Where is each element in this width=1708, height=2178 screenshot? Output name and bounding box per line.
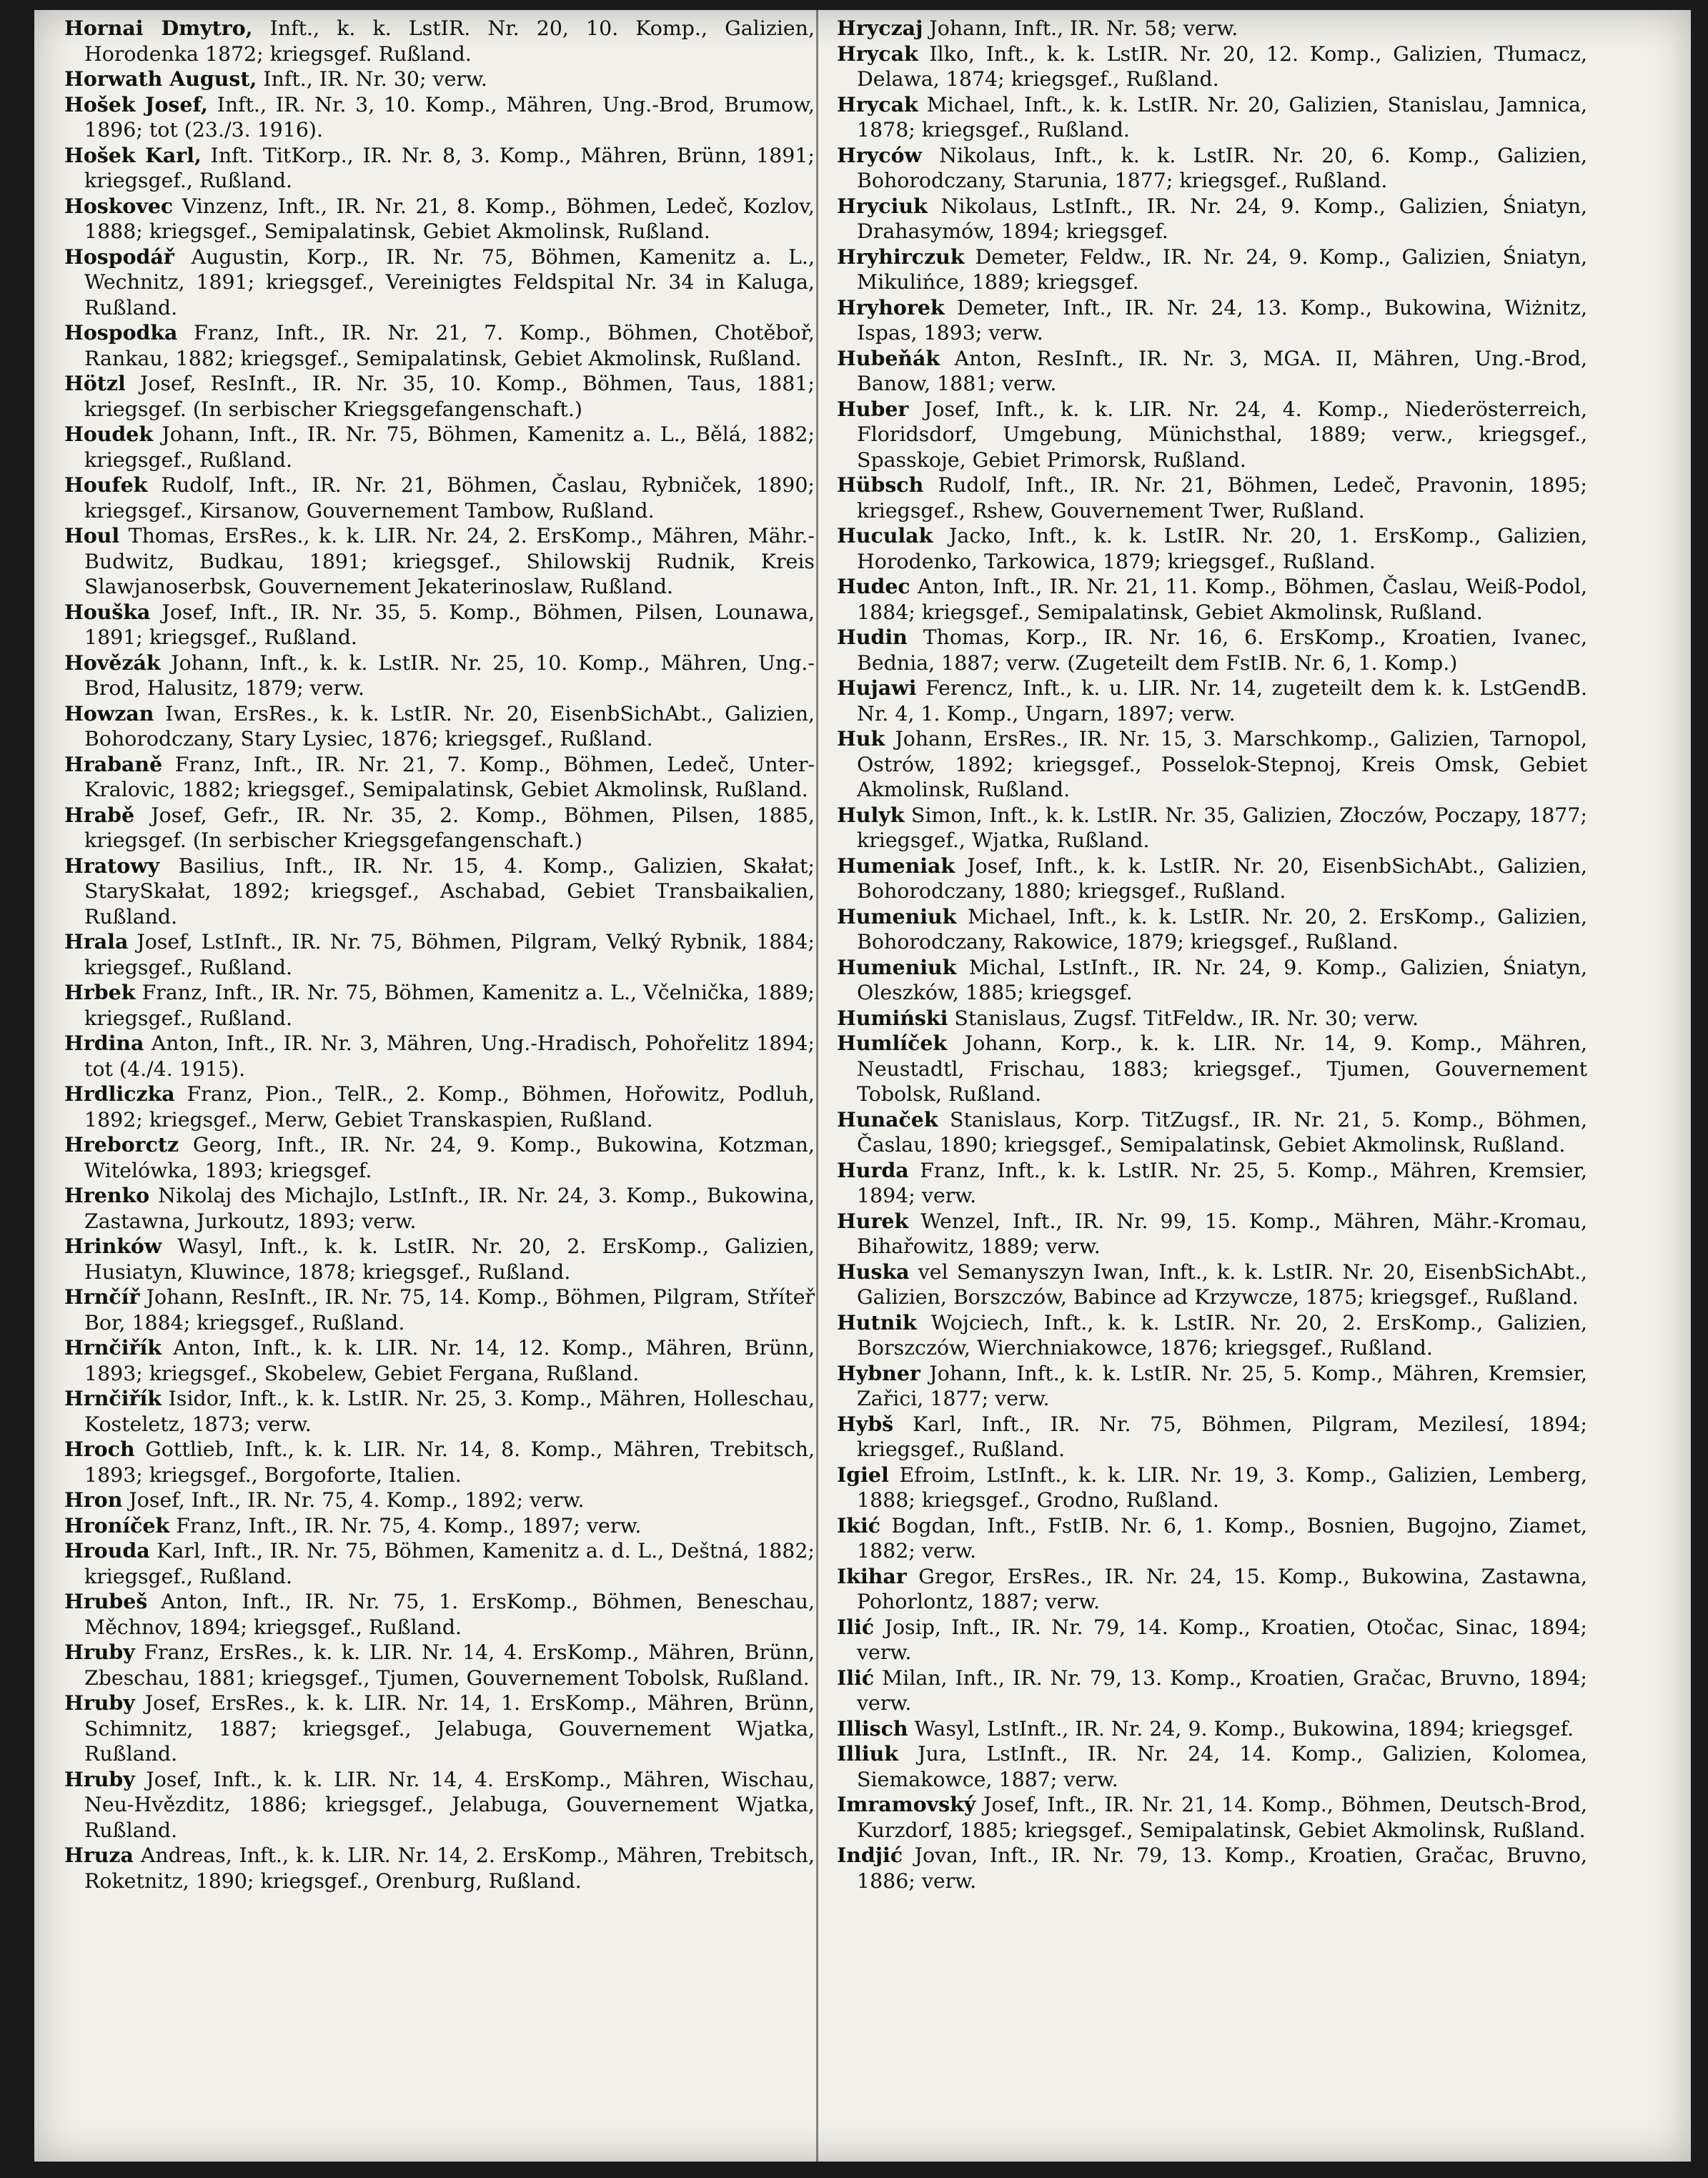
list-item	[837, 1310, 1587, 1361]
entry-surname: Humeniuk	[837, 954, 957, 979]
entry-details: Inft. TitKorp., IR. Nr. 8, 3. Komp., Mähren, Brünn, 1891; kriegsgef., Rußland.	[84, 143, 815, 192]
entry-surname: Humiński	[837, 1005, 948, 1030]
list-item	[837, 92, 1587, 143]
entry-details: Wojciech, Inft., k. k. LstIR. Nr. 20, 2. ErsKomp., Galizien, Borszczów, Wierchniakowce, 1876; kriegsgef., Rußland.	[857, 1310, 1587, 1360]
entry-details: Josef, Inft., IR. Nr. 35, 5. Komp., Böhmen, Pilsen, Lounawa, 1891; kriegsgef., Rußland.	[84, 600, 815, 649]
entry-details: Nikolaus, LstInft., IR. Nr. 24, 9. Komp., Galizien, Śniatyn, Drahasymów, 1894; kriegsgef.	[857, 194, 1587, 243]
entry-surname: Hrbek	[64, 980, 136, 1004]
list-item	[64, 929, 815, 980]
entry-details: Nikolaj des Michajlo, LstInft., IR. Nr. 24, 3. Komp., Bukowina, Zastawna, Jurkoutz, 1893; verw.	[84, 1184, 815, 1233]
entry-surname: Hübsch	[837, 472, 924, 497]
entry-surname: Ikić	[837, 1513, 881, 1538]
entry-details: Johann, Inft., k. k. LstIR. Nr. 25, 10. Komp., Mähren, Ung.-Brod, Halusitz, 1879; verw.	[84, 650, 815, 700]
entry-surname: Houdek	[64, 422, 153, 446]
entry-surname: Hreborctz	[64, 1132, 179, 1157]
list-item	[64, 853, 815, 930]
entry-details: Josef, Gefr., IR. Nr. 35, 2. Komp., Böhmen, Pilsen, 1885, kriegsgef. (In serbischer Kriegsgefangenschaft.)	[84, 803, 815, 852]
entry-surname: Hrdina	[64, 1031, 144, 1055]
entry-details: Wenzel, Inft., IR. Nr. 99, 15. Komp., Mähren, Mähr.-Kromau, Bihařowitz, 1889; verw.	[857, 1209, 1587, 1258]
entry-surname: Ilić	[837, 1614, 875, 1639]
list-item	[837, 1716, 1587, 1742]
entry-surname: Hunaček	[837, 1107, 938, 1132]
entry-surname: Hron	[64, 1488, 123, 1512]
entry-surname: Hubeňák	[837, 345, 940, 370]
entry-details: Jura, LstInft., IR. Nr. 24, 14. Komp., Galizien, Kolomea, Siemakowce, 1887; verw.	[857, 1742, 1587, 1791]
list-item	[64, 143, 815, 194]
entry-surname: Illisch	[837, 1716, 908, 1741]
entry-details: Augustin, Korp., IR. Nr. 75, Böhmen, Kamenitz a. L., Wechnitz, 1891; kriegsgef., Vereinigtes Feldspital Nr. 34 in Kaluga, Rußland.	[84, 244, 815, 320]
list-item	[837, 1792, 1587, 1843]
entry-surname: Humeniak	[837, 853, 955, 878]
entry-details: Isidor, Inft., k. k. LstIR. Nr. 25, 3. Komp., Mähren, Holleschau, Kosteletz, 1873; verw.	[84, 1387, 815, 1436]
list-item	[837, 1158, 1587, 1209]
entry-surname: Hoskovec	[64, 193, 174, 218]
list-item	[64, 1767, 815, 1843]
entry-surname: Hrycak	[837, 41, 918, 66]
list-item	[837, 726, 1587, 803]
list-item	[64, 1691, 815, 1767]
entry-surname: Hurek	[837, 1208, 909, 1233]
document-page	[34, 10, 1691, 2162]
list-item	[64, 320, 815, 371]
entry-details: Gottlieb, Inft., k. k. LIR. Nr. 14, 8. Komp., Mähren, Trebitsch, 1893; kriegsgef., Borgoforte, Italien.	[84, 1437, 815, 1487]
left-column	[64, 16, 815, 1894]
entry-surname: Ilić	[837, 1665, 875, 1690]
list-item	[64, 92, 815, 143]
entry-details: Anton, ResInft., IR. Nr. 3, MGA. II, Mähren, Ung.-Brod, Banow, 1881; verw.	[857, 346, 1587, 395]
entry-details: Franz, ErsRes., k. k. LIR. Nr. 14, 4. ErsKomp., Mähren, Brünn, Zbeschau, 1881; kriegsgef., Tjumen, Gouvernement Tobolsk, Rußland.	[84, 1640, 815, 1690]
entry-surname: Hrabaně	[64, 751, 163, 776]
entry-details: Jacko, Inft., k. k. LstIR. Nr. 20, 1. ErsKomp., Galizien, Horodenko, Tarkowica, 1879; kriegsgef., Rußland.	[857, 524, 1587, 573]
list-item	[64, 244, 815, 321]
entry-details: Andreas, Inft., k. k. LIR. Nr. 14, 2. ErsKomp., Mähren, Trebitsch, Roketnitz, 1890; kriegsgef., Orenburg, Rußland.	[84, 1843, 815, 1893]
list-item	[837, 625, 1587, 675]
list-item	[837, 574, 1587, 625]
list-item	[64, 1081, 815, 1132]
entry-surname: Hroníček	[64, 1513, 170, 1538]
list-item	[64, 1234, 815, 1284]
entry-surname: Hornai Dmytro,	[64, 16, 253, 40]
list-item	[837, 1513, 1587, 1564]
list-item	[837, 1259, 1587, 1310]
entry-details: Anton, Inft., IR. Nr. 75, 1. ErsKomp., Böhmen, Beneschau, Měchnov, 1894; kriegsgef., Rußland.	[84, 1590, 815, 1639]
entry-surname: Ikihar	[837, 1563, 907, 1588]
list-item	[837, 1006, 1587, 1031]
entry-details: Anton, Inft., k. k. LIR. Nr. 14, 12. Komp., Mähren, Brünn, 1893; kriegsgef., Skobelew, Gebiet Fergana, Rußland.	[84, 1336, 815, 1385]
entry-details: Michael, Inft., k. k. LstIR. Nr. 20, 2. ErsKomp., Galizien, Bohorodczany, Rakowice, 1879; kriegsgef., Rußland.	[857, 904, 1587, 954]
entry-surname: Hryciuk	[837, 193, 928, 218]
entry-surname: Hrycak	[837, 91, 918, 117]
entry-surname: Houška	[64, 599, 151, 624]
list-item	[64, 1513, 815, 1539]
entry-surname: Hruby	[64, 1640, 135, 1664]
entry-surname: Hybš	[837, 1411, 894, 1436]
list-item	[64, 1488, 815, 1513]
entry-details: Josef, ResInft., IR. Nr. 35, 10. Komp., Böhmen, Taus, 1881; kriegsgef. (In serbischer Kriegsgefangenschaft.)	[84, 372, 815, 421]
entry-surname: Hryhorek	[837, 294, 945, 320]
entry-details: Josef, ErsRes., k. k. LIR. Nr. 14, 1. ErsKomp., Mähren, Brünn, Schimnitz, 1887; kriegsgef., Jelabuga, Gouvernement Wjatka, Rußland.	[84, 1691, 815, 1766]
list-item	[64, 803, 815, 853]
list-item	[837, 1107, 1587, 1158]
entry-details: Milan, Inft., IR. Nr. 79, 13. Komp., Kroatien, Gračac, Bruvno, 1894; verw.	[857, 1665, 1587, 1715]
entry-details: Stanislaus, Korp. TitZugsf., IR. Nr. 21, 5. Komp., Böhmen, Časlau, 1890; kriegsgef., Semipalatinsk, Gebiet Akmolinsk, Rußland.	[857, 1107, 1587, 1157]
list-item	[837, 1741, 1587, 1792]
entry-surname: Hrabě	[64, 802, 135, 827]
list-item	[64, 701, 815, 752]
entry-details: Johann, Inft., IR. Nr. 75, Böhmen, Kamenitz a. L., Bělá, 1882; kriegsgef., Rußland.	[84, 422, 815, 472]
list-item	[64, 1589, 815, 1640]
entry-details: Anton, Inft., IR. Nr. 3, Mähren, Ung.-Hradisch, Pohořelitz 1894; tot (4./4. 1915).	[84, 1031, 815, 1081]
list-item	[64, 66, 815, 92]
list-item	[837, 1665, 1587, 1716]
list-item	[64, 1183, 815, 1234]
entry-details: vel Semanyszyn Iwan, Inft., k. k. LstIR. Nr. 20, EisenbSichAbt., Galizien, Borszczów, Babince ad Krzywcze, 1875; kriegsgef., Rußland.	[857, 1259, 1587, 1309]
entry-details: Franz, Inft., k. k. LstIR. Nr. 25, 5. Komp., Mähren, Kremsier, 1894; verw.	[857, 1158, 1587, 1207]
entry-details: Anton, Inft., IR. Nr. 21, 11. Komp., Böhmen, Časlau, Weiß-Podol, 1884; kriegsgef., Semipalatinsk, Gebiet Akmolinsk, Rußland.	[857, 575, 1587, 624]
list-item	[64, 650, 815, 701]
entry-surname: Hospodka	[64, 320, 178, 345]
entry-details: Josef, Inft., k. k. LIR. Nr. 24, 4. Komp., Niederösterreich, Floridsdorf, Umgebung, Münichsthal, 1889; verw., kriegsgef., Spasskoje, Gebiet Primorsk, Rußland.	[857, 397, 1587, 472]
entry-details: Franz, Inft., IR. Nr. 21, 7. Komp., Böhmen, Chotěboř, Rankau, 1882; kriegsgef., Semipalatinsk, Gebiet Akmolinsk, Rußland.	[84, 321, 815, 370]
entry-surname: Hudec	[837, 574, 910, 598]
entry-details: Josef, Inft., k. k. LstIR. Nr. 20, EisenbSichAbt., Galizien, Bohorodczany, 1880; kriegsgef., Rußland.	[857, 853, 1587, 903]
entry-surname: Hovězák	[64, 650, 161, 675]
entry-surname: Hošek Karl,	[64, 142, 202, 167]
column-divider	[816, 10, 818, 2162]
list-item	[837, 853, 1587, 904]
entry-surname: Hospodář	[64, 244, 174, 269]
list-item	[64, 1284, 815, 1335]
entry-surname: Hrnčiřík	[64, 1335, 162, 1360]
list-item	[64, 1335, 815, 1386]
list-item	[837, 1412, 1587, 1462]
entry-details: Gregor, ErsRes., IR. Nr. 24, 15. Komp., Bukowina, Zastawna, Pohorlontz, 1887; verw.	[857, 1564, 1587, 1613]
list-item	[837, 955, 1587, 1006]
entry-surname: Imramovský	[837, 1792, 976, 1816]
entry-surname: Huska	[837, 1259, 910, 1284]
entry-surname: Hrnčíř	[64, 1284, 140, 1309]
entry-details: Thomas, ErsRes., k. k. LIR. Nr. 24, 2. ErsKomp., Mähren, Mähr.-Budwitz, Budkau, 1891; kriegsgef., Shilowskij Rudnik, Kreis Slawjanoserbsk, Gouvernement Jekaterinoslaw, Rußland.	[84, 524, 815, 598]
entry-surname: Hrinków	[64, 1234, 162, 1258]
entry-surname: Hryców	[837, 142, 922, 167]
list-item	[64, 16, 815, 66]
list-item	[64, 1386, 815, 1437]
entry-surname: Huber	[837, 396, 909, 421]
entry-surname: Hrouda	[64, 1538, 150, 1563]
entry-surname: Hroch	[64, 1437, 135, 1461]
list-item	[64, 1031, 815, 1081]
entry-surname: Houfek	[64, 472, 148, 497]
entry-details: Franz, Inft., IR. Nr. 21, 7. Komp., Böhmen, Ledeč, Unter-Kralovic, 1882; kriegsgef., Semipalatinsk, Gebiet Akmolinsk, Rußland.	[84, 752, 815, 801]
entry-details: Georg, Inft., IR. Nr. 24, 9. Komp., Bukowina, Kotzman, Witelówka, 1893; kriegsgef.	[84, 1133, 815, 1182]
entry-surname: Hruza	[64, 1843, 134, 1867]
entry-details: Efroim, LstInft., k. k. LIR. Nr. 19, 3. Komp., Galizien, Lemberg, 1888; kriegsgef., Grodno, Rußland.	[857, 1462, 1587, 1512]
entry-details: Josef, Inft., IR. Nr. 75, 4. Komp., 1892; verw.	[122, 1488, 585, 1512]
list-item	[837, 295, 1587, 346]
entry-surname: Hryczaj	[837, 16, 923, 40]
entry-surname: Indjić	[837, 1843, 903, 1867]
entry-surname: Hutnik	[837, 1310, 917, 1335]
entry-details: Michal, LstInft., IR. Nr. 24, 9. Komp., Galizien, Śniatyn, Oleszków, 1885; kriegsgef.	[857, 955, 1587, 1004]
entry-details: Bogdan, Inft., FstIB. Nr. 6, 1. Komp., Bosnien, Bugojno, Ziamet, 1882; verw.	[857, 1513, 1587, 1563]
list-item	[64, 980, 815, 1031]
entry-details: Rudolf, Inft., IR. Nr. 21, Böhmen, Ledeč, Pravonin, 1895; kriegsgef., Rshew, Gouvernement Twer, Rußland.	[857, 473, 1587, 523]
list-item	[64, 1843, 815, 1894]
entry-details: Demeter, Feldw., IR. Nr. 24, 9. Komp., Galizien, Śniatyn, Mikulińce, 1889; kriegsgef.	[857, 244, 1587, 294]
list-item	[837, 904, 1587, 955]
list-item	[64, 600, 815, 650]
list-item	[64, 371, 815, 422]
entry-surname: Hrdliczka	[64, 1081, 175, 1106]
entry-surname: Howzan	[64, 701, 154, 726]
list-item	[64, 523, 815, 600]
list-item	[64, 1538, 815, 1589]
entry-details: Johann, ResInft., IR. Nr. 75, 14. Komp., Böhmen, Pilgram, Stříteř Bor, 1884; kriegsgef., Rußland.	[84, 1285, 815, 1335]
entry-details: Iwan, ErsRes., k. k. LstIR. Nr. 20, EisenbSichAbt., Galizien, Bohorodczany, Stary Lysiec, 1876; kriegsgef., Rußland.	[84, 701, 815, 751]
list-item	[837, 194, 1587, 244]
entry-surname: Illiuk	[837, 1741, 898, 1766]
list-item	[837, 397, 1587, 473]
list-item	[837, 472, 1587, 523]
entry-details: Josip, Inft., IR. Nr. 79, 14. Komp., Kroatien, Otočac, Sinac, 1894; verw.	[857, 1615, 1587, 1664]
entry-details: Johann, ErsRes., IR. Nr. 15, 3. Marschkomp., Galizien, Tarnopol, Ostrów, 1892; kriegsgef., Posselok-Stepnoj, Kreis Omsk, Gebiet Akmolinsk, Rußland.	[857, 727, 1587, 801]
entry-details: Josef, Inft., IR. Nr. 21, 14. Komp., Böhmen, Deutsch-Brod, Kurzdorf, 1885; kriegsgef., Semipalatinsk, Gebiet Akmolinsk, Rußland.	[857, 1793, 1587, 1842]
entry-surname: Hötzl	[64, 371, 126, 395]
entry-surname: Hratowy	[64, 853, 160, 878]
list-item	[837, 1209, 1587, 1259]
entry-details: Inft., k. k. LstIR. Nr. 20, 10. Komp., Galizien, Horodenka 1872; kriegsgef. Rußland.	[84, 16, 815, 66]
list-item	[64, 1437, 815, 1488]
entry-details: Ilko, Inft., k. k. LstIR. Nr. 20, 12. Komp., Galizien, Tłumacz, Delawa, 1874; kriegsgef., Rußland.	[857, 41, 1587, 91]
entry-surname: Houl	[64, 523, 120, 548]
entry-details: Ferencz, Inft., k. u. LIR. Nr. 14, zugeteilt dem k. k. LstGendB. Nr. 4, 1. Komp., Ungarn, 1897; verw.	[857, 676, 1587, 726]
entry-details: Stanislaus, Zugsf. TitFeldw., IR. Nr. 30; verw.	[948, 1006, 1419, 1030]
entry-surname: Huculak	[837, 523, 933, 548]
entry-details: Johann, Inft., IR. Nr. 58; verw.	[923, 16, 1238, 40]
entry-surname: Horwath August,	[64, 66, 257, 91]
list-item	[64, 472, 815, 523]
entry-details: Vinzenz, Inft., IR. Nr. 21, 8. Komp., Böhmen, Ledeč, Kozlov, 1888; kriegsgef., Semipalatinsk, Gebiet Akmolinsk, Rußland.	[84, 194, 815, 243]
list-item	[837, 244, 1587, 295]
entry-details: Inft., IR. Nr. 30; verw.	[257, 67, 487, 91]
entry-surname: Hrala	[64, 929, 129, 954]
list-item	[837, 1361, 1587, 1412]
entry-surname: Hošek Josef,	[64, 91, 208, 117]
list-item	[64, 752, 815, 803]
entry-surname: Hrenko	[64, 1183, 150, 1207]
entry-surname: Hujawi	[837, 675, 917, 700]
entry-details: Wasyl, LstInft., IR. Nr. 24, 9. Komp., Bukowina, 1894; kriegsgef.	[908, 1716, 1574, 1741]
list-item	[837, 16, 1587, 41]
list-item	[837, 143, 1587, 194]
right-column	[837, 16, 1587, 1894]
entry-surname: Hybner	[837, 1360, 920, 1385]
list-item	[837, 523, 1587, 574]
list-item	[837, 1615, 1587, 1665]
entry-details: Franz, Pion., TelR., 2. Komp., Böhmen, Hořowitz, Podluh, 1892; kriegsgef., Merw, Gebiet Transkaspien, Rußland.	[84, 1082, 815, 1132]
entry-details: Thomas, Korp., IR. Nr. 16, 6. ErsKomp., Kroatien, Ivanec, Bednia, 1887; verw. (Zugeteilt dem FstIB. Nr. 6, 1. Komp.)	[857, 625, 1587, 675]
list-item	[837, 1843, 1587, 1894]
entry-surname: Igiel	[837, 1462, 889, 1487]
entry-surname: Hudin	[837, 625, 908, 649]
entry-surname: Hryhirczuk	[837, 244, 965, 269]
entry-surname: Hrnčiřík	[64, 1386, 162, 1410]
entry-details: Josef, Inft., k. k. LIR. Nr. 14, 4. ErsKomp., Mähren, Wischau, Neu-Hvězditz, 1886; kriegsgef., Jelabuga, Gouvernement Wjatka, Rußland.	[84, 1767, 815, 1842]
list-item	[64, 1132, 815, 1183]
entry-surname: Huk	[837, 726, 885, 751]
list-item	[837, 346, 1587, 397]
entry-surname: Hruby	[64, 1766, 135, 1791]
entry-surname: Humeniuk	[837, 904, 957, 929]
entry-details: Michael, Inft., k. k. LstIR. Nr. 20, Galizien, Stanislau, Jamnica, 1878; kriegsgef., Rußland.	[857, 92, 1587, 142]
list-item	[837, 675, 1587, 726]
entry-details: Nikolaus, Inft., k. k. LstIR. Nr. 20, 6. Komp., Galizien, Bohorodczany, Starunia, 1877; kriegsgef., Rußland.	[857, 143, 1587, 192]
entry-details: Karl, Inft., IR. Nr. 75, Böhmen, Pilgram, Mezilesí, 1894; kriegsgef., Rußland.	[857, 1412, 1587, 1461]
list-item	[837, 1564, 1587, 1615]
list-item	[64, 194, 815, 244]
entry-details: Johann, Inft., k. k. LstIR. Nr. 25, 5. Komp., Mähren, Kremsier, Zařici, 1877; verw.	[857, 1361, 1587, 1410]
entry-details: Karl, Inft., IR. Nr. 75, Böhmen, Kamenitz a. d. L., Deštná, 1882; kriegsgef., Rußland.	[84, 1539, 815, 1588]
entry-details: Franz, Inft., IR. Nr. 75, 4. Komp., 1897; verw.	[169, 1513, 642, 1538]
entry-details: Franz, Inft., IR. Nr. 75, Böhmen, Kamenitz a. L., Včelnička, 1889; kriegsgef., Rußland.	[84, 981, 815, 1030]
entry-details: Wasyl, Inft., k. k. LstIR. Nr. 20, 2. ErsKomp., Galizien, Husiatyn, Kluwince, 1878; kriegsgef., Rußland.	[84, 1234, 815, 1284]
list-item	[64, 422, 815, 472]
list-item	[837, 41, 1587, 92]
entry-surname: Hulyk	[837, 802, 905, 827]
entry-surname: Hruby	[64, 1691, 135, 1715]
entry-details: Simon, Inft., k. k. LstIR. Nr. 35, Galizien, Złoczów, Poczapy, 1877; kriegsgef., Wjatka, Rußland.	[857, 803, 1587, 852]
entry-details: Demeter, Inft., IR. Nr. 24, 13. Komp., Bukowina, Wiżnitz, Ispas, 1893; verw.	[857, 295, 1587, 345]
list-item	[837, 1462, 1587, 1513]
list-item	[64, 1640, 815, 1691]
entry-details: Rudolf, Inft., IR. Nr. 21, Böhmen, Časlau, Rybniček, 1890; kriegsgef., Kirsanow, Gouvernement Tambow, Rußland.	[84, 473, 815, 523]
list-item	[837, 1031, 1587, 1107]
entry-surname: Humlíček	[837, 1031, 948, 1055]
entry-details: Jovan, Inft., IR. Nr. 79, 13. Komp., Kroatien, Gračac, Bruvno, 1886; verw.	[857, 1843, 1587, 1893]
entry-surname: Hrubeš	[64, 1589, 148, 1613]
entry-details: Basilius, Inft., IR. Nr. 15, 4. Komp., Galizien, Skałat; StarySkałat, 1892; kriegsgef., Aschabad, Gebiet Transbaikalien, Rußland.	[84, 853, 815, 929]
entry-details: Josef, LstInft., IR. Nr. 75, Böhmen, Pilgram, Velký Rybnik, 1884; kriegsgef., Rußland.	[84, 930, 815, 979]
entry-details: Inft., IR. Nr. 3, 10. Komp., Mähren, Ung.-Brod, Brumow, 1896; tot (23./3. 1916).	[84, 92, 815, 142]
list-item	[837, 803, 1587, 853]
entry-surname: Hurda	[837, 1157, 909, 1182]
entry-details: Johann, Korp., k. k. LIR. Nr. 14, 9. Komp., Mähren, Neustadtl, Frischau, 1883; kriegsgef., Tjumen, Gouvernement Tobolsk, Rußland.	[857, 1031, 1587, 1106]
